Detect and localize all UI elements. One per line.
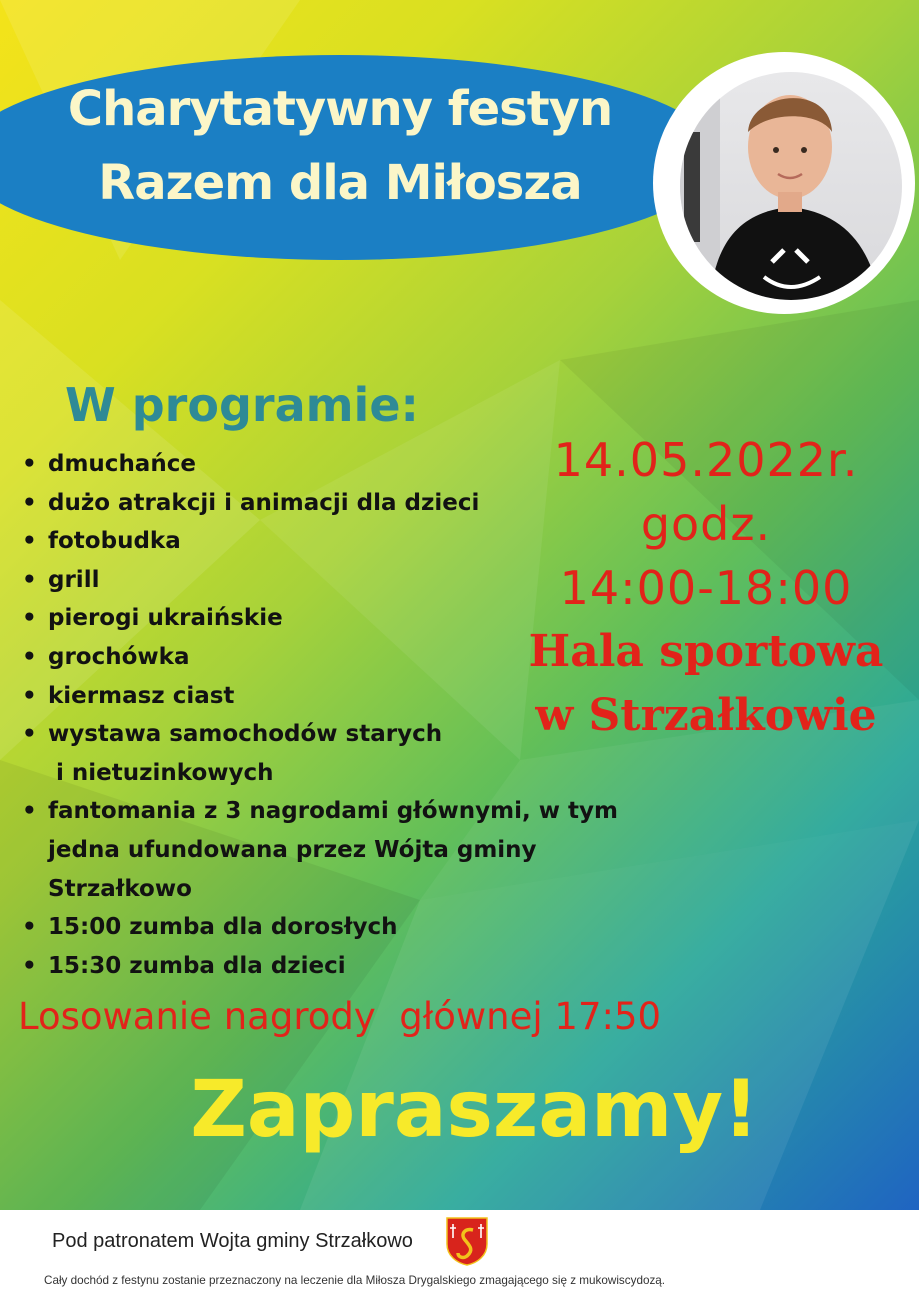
event-time: 14:00-18:00 (559, 561, 853, 615)
list-item-zumba-adults: • 15:00 zumba dla dorosłych (22, 908, 702, 947)
title-line-1: Charytatywny festyn (67, 81, 613, 137)
bullet-icon: • (22, 914, 37, 941)
list-item: • grill (22, 561, 702, 600)
invite-heading: Zapraszamy! (190, 1065, 759, 1155)
list-item-car-show: • wystawa samochodów starych i nietuzinkowych (22, 715, 702, 792)
title-line-2: Razem dla Miłosza (98, 155, 582, 211)
list-item-zumba-kids: • 15:30 zumba dla dzieci (22, 947, 702, 986)
footer (0, 1210, 919, 1300)
event-time-label: godz. (640, 497, 772, 551)
bullet-icon: • (22, 451, 37, 477)
bullet-icon: • (22, 605, 37, 632)
bullet-icon: • (22, 489, 37, 516)
list-item: • fotobudka (22, 522, 702, 561)
coat-of-arms-icon (443, 1216, 491, 1266)
donation-note: Cały dochód z festynu zostanie przeznaczony na leczenie dla Miłosza Drygalskiego zmagającego się z mukowiscydozą. (44, 1274, 666, 1287)
patronage-text: Pod patronatem Wojta gminy Strzałkowo (52, 1230, 413, 1252)
list-item: • kiermasz ciast (22, 677, 702, 716)
event-venue-line-1: Hala sportowa (528, 626, 884, 677)
list-item-fantomania: • fantomania z 3 nagrodami głównymi, w tym jedna ufundowana przez Wójta gminy Strzałkowo (22, 792, 702, 908)
event-date: 14.05.2022r. (553, 433, 859, 487)
list-item: • dmuchańce (22, 445, 702, 484)
bullet-icon: • (22, 682, 37, 709)
list-item: • pierogi ukraińskie (22, 599, 702, 638)
bullet-icon: • (22, 643, 37, 670)
boy-portrait-icon (680, 72, 902, 300)
bullet-icon: • (22, 798, 37, 825)
prize-draw-info: Losowanie nagrody głównej 17:50 (18, 995, 662, 1038)
bullet-icon: • (22, 528, 37, 555)
event-venue-line-2: w Strzałkowie (535, 690, 877, 741)
event-details (490, 428, 919, 748)
boy-portrait (680, 72, 902, 300)
bullet-icon: • (22, 952, 37, 979)
bullet-icon: • (22, 721, 37, 748)
bullet-icon: • (22, 566, 37, 593)
list-item: • dużo atrakcji i animacji dla dzieci (22, 484, 702, 523)
list-item: • grochówka (22, 638, 702, 677)
program-heading: W programie: (65, 378, 419, 432)
poster-title (0, 72, 680, 220)
